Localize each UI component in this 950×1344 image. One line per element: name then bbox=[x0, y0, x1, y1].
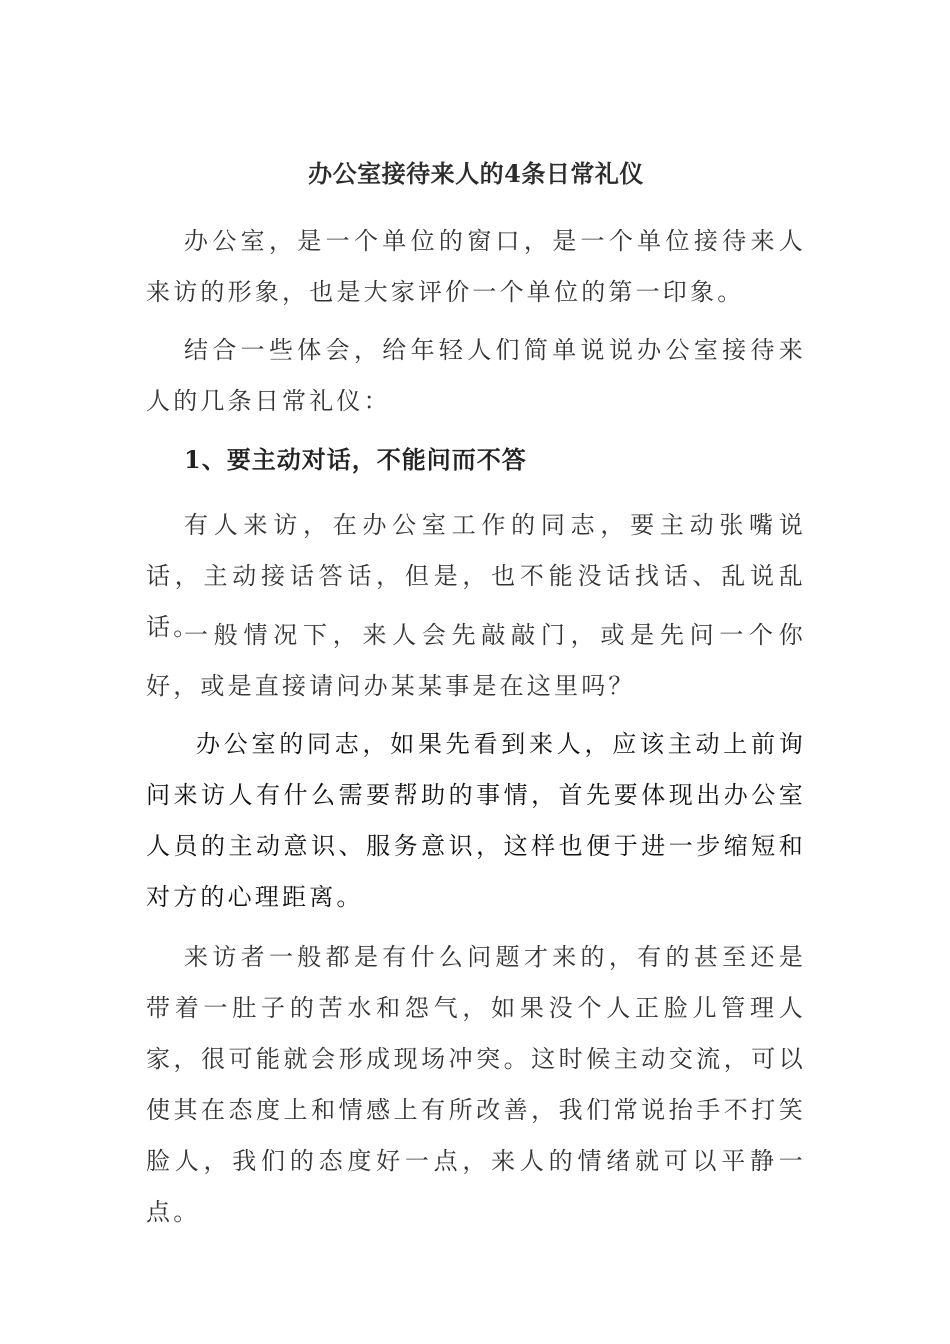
section-1-paragraph-3: 办公室的同志，如果先看到来人，应该主动上前询问来访人有什么需要帮助的事情，首先要体现出办公室人员的主动意识、服务意识，这样也便于进一步缩短和对方的心理距离。 bbox=[146, 730, 806, 911]
section-1-paragraph-2: 一般情况下，来人会先敲敲门，或是先问一个你好，或是直接请问办某某事是在这里吗？ bbox=[146, 621, 806, 700]
intro-paragraph-1: 办公室，是一个单位的窗口，是一个单位接待来人来访的形象，也是大家评价一个单位的第一印象。 bbox=[146, 227, 806, 306]
section-heading-1: 1、要主动对话，不能问而不答 bbox=[184, 445, 527, 474]
section-1-paragraph-4: 来访者一般都是有什么问题才来的，有的甚至还是带着一肚子的苦水和怨气，如果没个人正脸儿管理人家，很可能就会形成现场冲突。这时候主动交流，可以使其在态度上和情感上有所改善，我们常说抬手不打笑脸人，我们的态度好一点，来人的情绪就可以平静一点。 bbox=[146, 943, 806, 1226]
document-title: 办公室接待来人的4条日常礼仪 bbox=[308, 159, 644, 188]
intro-paragraph-2: 结合一些体会，给年轻人们简单说说办公室接待来人的几条日常礼仪： bbox=[146, 336, 806, 415]
section-1-paragraph-1: 有人来访，在办公室工作的同志，要主动张嘴说话，主动接话答话，但是，也不能没话找话、乱说乱话。 bbox=[146, 511, 806, 641]
